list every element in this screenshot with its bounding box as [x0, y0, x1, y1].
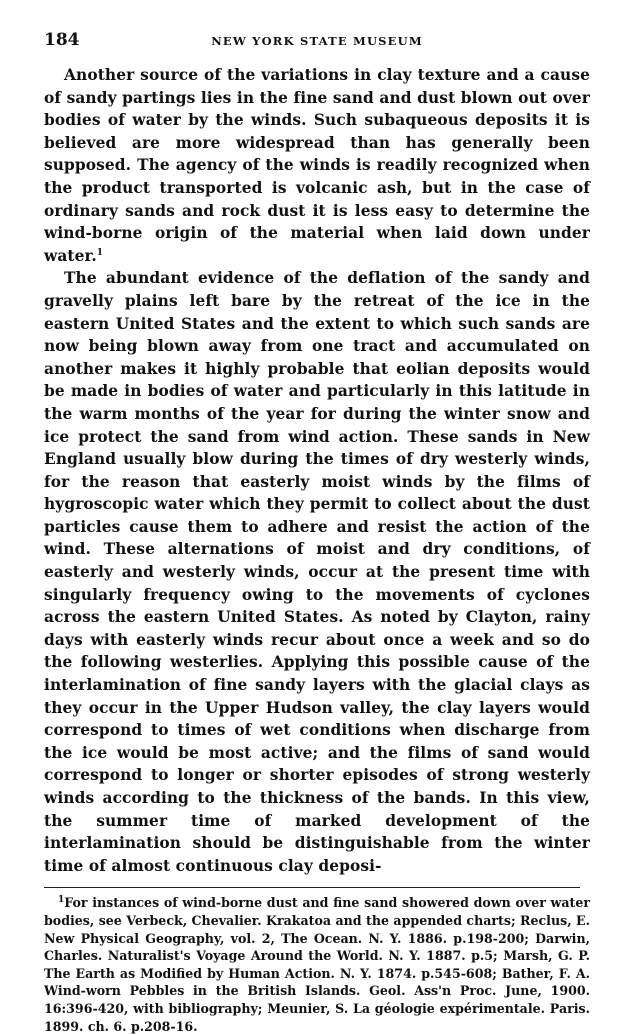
paragraph-1-text: Another source of the variations in clay texture and a cause of sandy partings lies in the fine sand and dust blown out over bodies of water by the winds. Such subaqueous deposits it is believed are more widespread than has generally been supposed. The agency of the winds is readily recognized when the product transported is volcanic ash, but in the case of ordinary sands and rock dust it is less easy to determine the wind-borne origin of the material when laid down under water.: [44, 66, 590, 265]
footnote-mark: 1: [58, 895, 65, 906]
footnote-reference[interactable]: 1: [96, 247, 104, 258]
paragraph-1: [44, 64, 590, 267]
paragraph-2: The abundant evidence of the deflation of the sandy and gravelly plains left bare by the retreat of the ice in the eastern United States and the extent to which such sands are now being blown away from one tract and accumulated on another makes it highly probable that eolian deposits would be made in bodies of water and particularly in this latitude in the warm months of the year for during the winter snow and ice protect the sand from wind action. These sands in New England usually blow during the times of dry westerly winds, for the reason that easterly moist winds by the films of hygroscopic water which they permit to collect about the dust particles cause them to adhere and resist the action of the wind. These alternations of moist and dry conditions, of easterly and westerly winds, occur at the present time with singularly frequency owing to the movements of cyclones across the eastern United States. As noted by Clayton, rainy days with easterly winds recur about once a week and so do the following westerlies. Applying this possible cause of the interlamination of fine sandy layers with the glacial clays as they occur in the Upper Hudson valley, the clay layers would correspond to times of wet conditions when discharge from the ice would be most active; and the films of sand would correspond to longer or shorter episodes of strong westerly winds according to the thickness of the bands. In this view, the summer time of marked development of the interlamination should be distinguishable from the winter time of almost continuous clay deposi-: [44, 269, 590, 875]
running-title: NEW YORK STATE MUSEUM: [211, 34, 423, 48]
main-text: [44, 64, 590, 877]
page-header: [44, 30, 590, 54]
footnote-divider: [44, 887, 580, 888]
footnote: [44, 894, 590, 1035]
footnote-text: For instances of wind-borne dust and fine sand showered down over water bodies, see Verbeck, Chevalier. Krakatoa and the appended charts; Reclus, E. New Physical Geography, vol. 2, The Ocean. N. Y. 1886. p.198-200; Darwin, Charles. Naturalist's Voyage Around the World. N. Y. 1887. p.5; Marsh, G. P. The Earth as Modified by Human Action. N. Y. 1874. p.545-608; Bather, F. A. Wind-worn Pebbles in the British Islands. Geol. Ass'n Proc. June, 1900. 16:396-420, with bibliography; Meunier, S. La géologie expérimentale. Paris. 1899. ch. 6. p.208-16.: [44, 895, 590, 1034]
page-number: 184: [44, 30, 80, 50]
